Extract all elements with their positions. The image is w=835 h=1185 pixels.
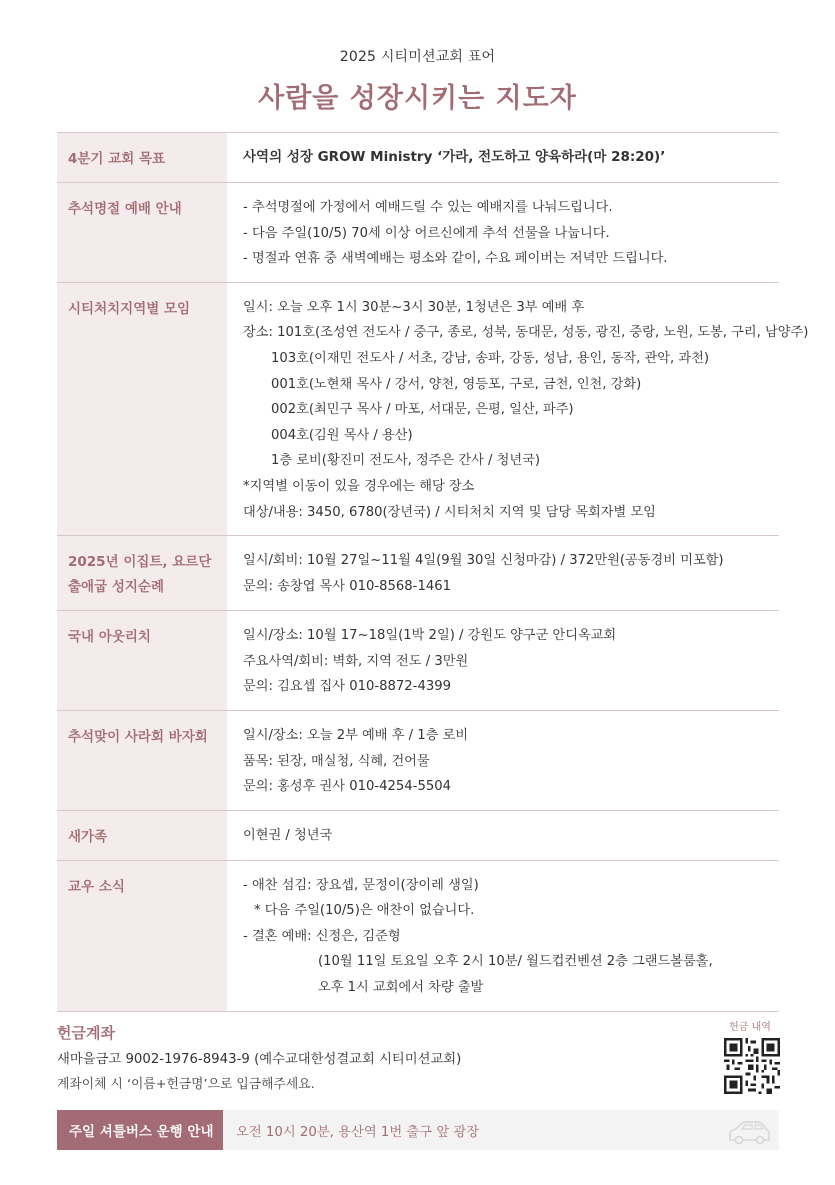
content-line: 주요사역/회비: 벽화, 지역 전도 / 3만원	[243, 653, 469, 669]
content-line: 문의: 김요셉 집사 010-8872-4399	[243, 679, 452, 695]
shuttle-schedule: 오전 10시 20분, 용산역 1번 출구 앞 광장	[236, 1124, 480, 1140]
offering-account-title: 헌금계좌	[57, 1024, 115, 1042]
row-content-pilgrimage	[227, 536, 779, 610]
content-line: - 명절과 연휴 중 새벽예배는 평소와 같이, 수요 페이버는 저녁만 드립니다.	[243, 251, 668, 267]
content-line: 대상/내용: 3450, 6780(장년국) / 시티처치 지역 및 담당 목회자별 모임	[243, 504, 656, 520]
offering-qr[interactable]	[720, 1018, 780, 1098]
content-line: 002호(최민구 목사 / 마포, 서대문, 은평, 일산, 파주)	[271, 402, 574, 418]
row-content-domestic-outreach	[227, 611, 779, 710]
content-line: 이현권 / 청년국	[243, 827, 333, 843]
transfer-note: 계좌이체 시 ‘이름+헌금명’으로 입금해주세요.	[57, 1077, 315, 1092]
row-content-regional-meeting	[227, 283, 808, 535]
account-holder: (예수교대한성결교회 시티미션교회)	[254, 1052, 462, 1067]
content-line: - 다음 주일(10/5) 70세 이상 어르신에게 추석 선물을 나눕니다.	[243, 225, 610, 241]
content-line: 일시/회비: 10월 27일~11월 4일(9월 30일 신청마감) / 372만원(공동경비 미포함)	[243, 553, 724, 569]
content-line: 품목: 된장, 매실청, 식혜, 건어물	[243, 753, 430, 769]
content-line: 일시/장소: 10월 17~18일(1박 2일) / 강원도 양구군 안디옥교회	[243, 628, 617, 644]
announcement-table	[57, 132, 809, 1012]
row-label-chuseok-worship: 추석명절 예배 안내	[57, 183, 227, 282]
row-label-member-news: 교우 소식	[57, 861, 227, 1011]
content-line: 1층 로비(황진미 전도사, 정주은 간사 / 청년국)	[271, 453, 541, 469]
account-number[interactable]: 새마을금고 9002-1976-8943-9	[57, 1052, 250, 1067]
shuttle-bus-info	[57, 1110, 779, 1150]
table-row	[57, 283, 809, 536]
content-line: 일시/장소: 오늘 2부 예배 후 / 1층 로비	[243, 727, 469, 743]
qr-code-icon[interactable]	[724, 1038, 780, 1094]
content-line: - 결혼 예배: 신정은, 김준형	[243, 928, 401, 944]
content-line: - 추석명절에 가정에서 예배드릴 수 있는 예배지를 나눠드립니다.	[243, 200, 613, 215]
row-content-member-news	[227, 861, 779, 1011]
row-label-pilgrimage	[57, 536, 227, 610]
table-row	[57, 183, 779, 283]
content-line: 문의: 송창엽 목사 010-8568-1461	[243, 578, 452, 594]
content-line: - 애찬 섬김: 장요셉, 문정이(장이레 생일)	[243, 877, 479, 893]
content-line: 004호(김원 목사 / 용산)	[271, 427, 413, 443]
content-line: 장소: 101호(조성연 전도사 / 중구, 종로, 성북, 동대문, 성동, 광진, 중랑, 노원, 도봉, 구리, 남양주)	[243, 325, 809, 341]
offering-account	[57, 1022, 461, 1092]
row-label-domestic-outreach: 국내 아웃리치	[57, 611, 227, 710]
row-content-quarter-goal	[227, 133, 779, 182]
table-row	[57, 536, 779, 611]
label-line: 출애굽 성지순례	[68, 579, 164, 596]
table-row	[57, 861, 779, 1012]
row-label-bazaar: 추석맞이 사라회 바자회	[57, 711, 227, 810]
shuttle-label: 주일 셔틀버스 운행 안내	[57, 1110, 223, 1150]
table-row	[57, 133, 779, 183]
content-line: 문의: 홍성후 권사 010-4254-5504	[243, 779, 452, 795]
content-line: *지역별 이동이 있을 경우에는 해당 장소	[243, 478, 475, 494]
row-label-quarter-goal: 4분기 교회 목표	[57, 133, 227, 182]
table-row	[57, 711, 779, 811]
content-line: 103호(이재민 전도사 / 서초, 강남, 송파, 강동, 성남, 용인, 동작, 관악, 과천)	[271, 350, 710, 366]
car-icon	[727, 1120, 771, 1146]
page-header	[0, 46, 835, 115]
row-content-bazaar	[227, 711, 779, 810]
row-label-new-family: 새가족	[57, 811, 227, 860]
label-line: 2025년 이집트, 요르단	[68, 554, 212, 571]
motto-subtitle: 2025 시티미션교회 표어	[339, 49, 496, 65]
content-line: 사역의 성장 GROW Ministry ‘가라, 전도하고 양육하라(마 28:20)’	[243, 149, 666, 165]
content-line: 001호(노현채 목사 / 강서, 양천, 영등포, 구로, 금천, 인천, 강화)	[271, 376, 642, 392]
content-line: 일시: 오늘 오후 1시 30분~3시 30분, 1청년은 3부 예배 후	[243, 299, 585, 315]
account-line	[57, 1051, 461, 1069]
table-row	[57, 811, 779, 861]
content-line: (10월 11일 토요일 오후 2시 10분/ 월드컵컨벤션 2층 그랜드볼룸홀,	[318, 954, 713, 970]
page-title: 사람을 성장시키는 지도자	[258, 83, 577, 114]
row-label-regional-meeting: 시티처치지역별 모임	[57, 283, 227, 535]
row-content-chuseok-worship	[227, 183, 779, 282]
qr-label: 헌금 내역	[729, 1022, 771, 1033]
table-row	[57, 611, 779, 711]
row-content-new-family	[227, 811, 779, 860]
content-line: * 다음 주일(10/5)은 애찬이 없습니다.	[254, 903, 475, 919]
content-line: 오후 1시 교회에서 차량 출발	[318, 980, 484, 996]
